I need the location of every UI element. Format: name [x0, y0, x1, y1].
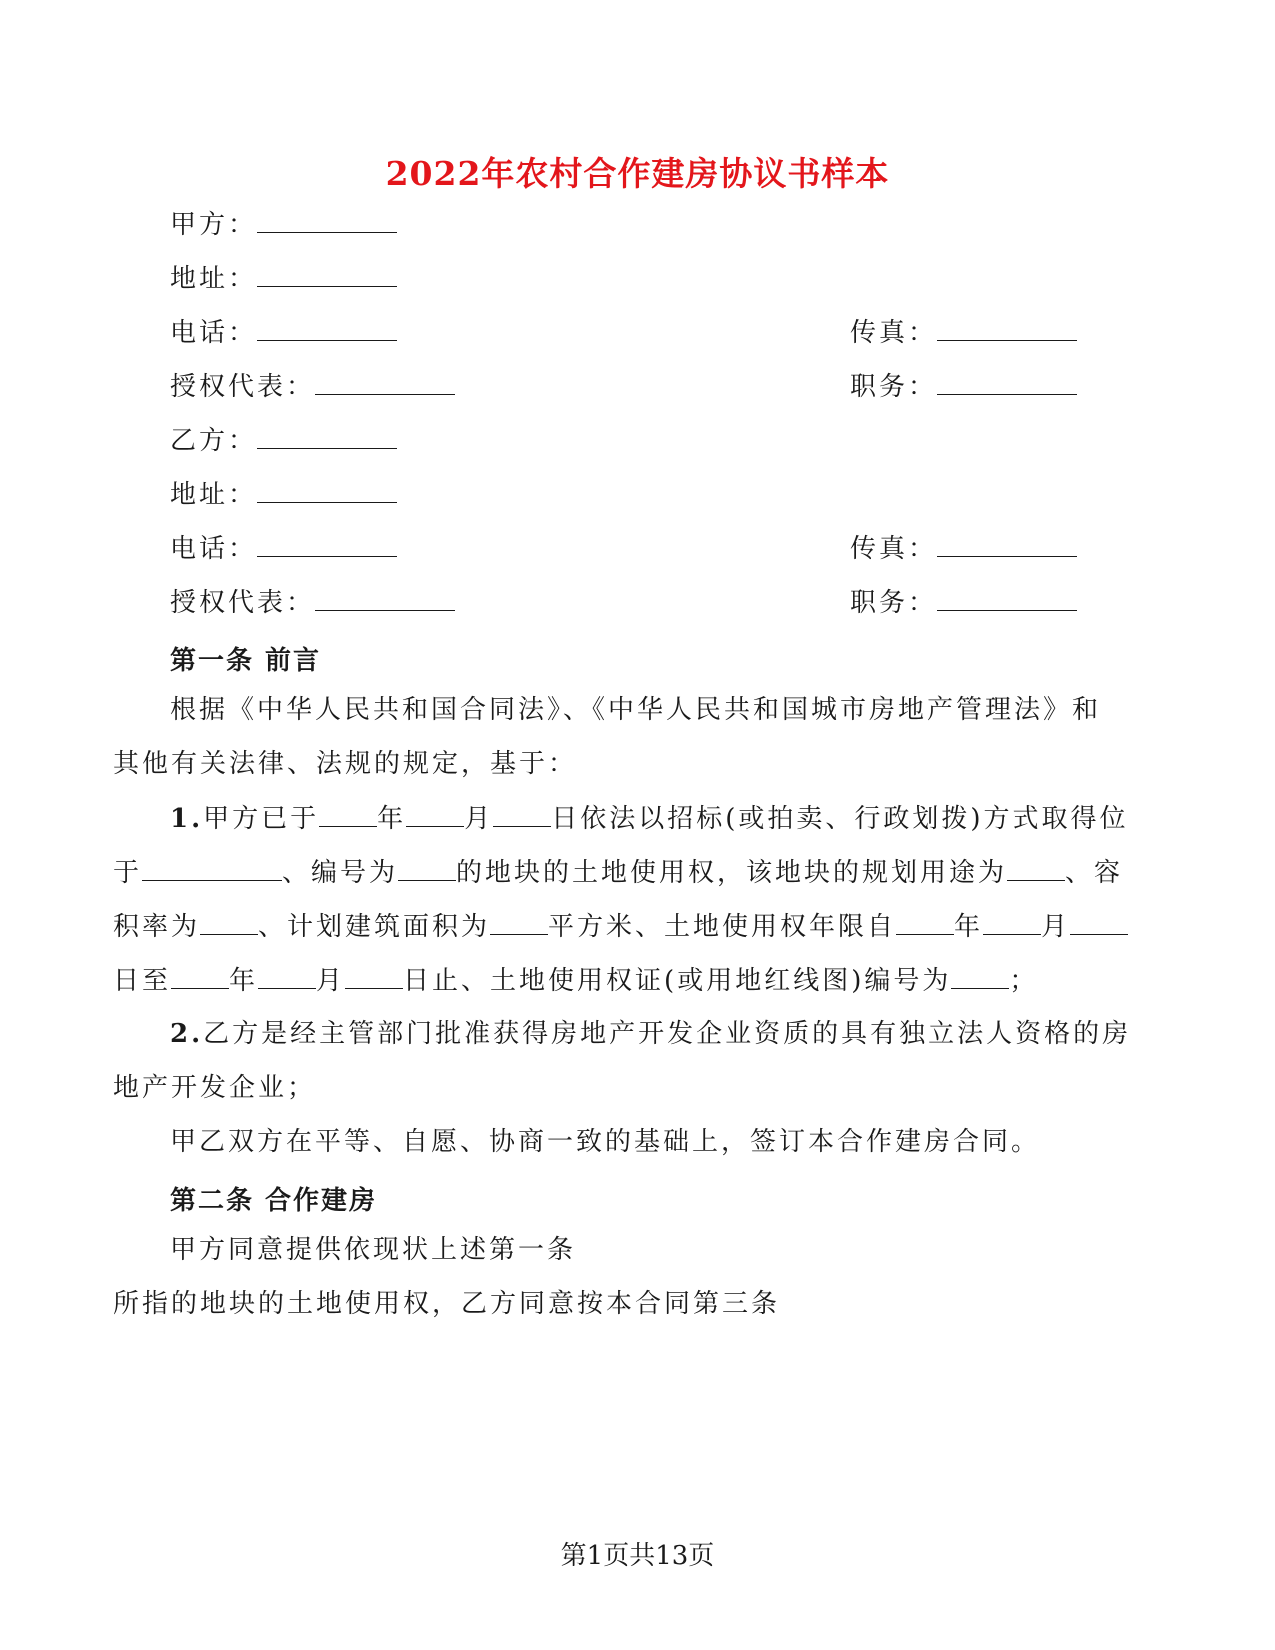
party-b-name-blank[interactable] — [257, 422, 397, 449]
party-b-address-blank[interactable] — [257, 476, 397, 503]
article2-line2: 所指的地块的土地使用权，乙方同意按本合同第三条 — [113, 1289, 781, 1319]
item1-text: 平方米、土地使用权年限自 — [548, 912, 897, 942]
item2-line2: 地产开发企业； — [113, 1073, 317, 1103]
item1-text: 于 — [113, 858, 143, 888]
item1-text: 月 — [1041, 912, 1071, 942]
item1-text: 、容 — [1065, 858, 1124, 888]
party-a-name-blank[interactable] — [257, 206, 397, 233]
article1-intro-line1: 根据《中华人民共和国合同法》、《中华人民共和国城市房地产管理法》和 — [170, 695, 1102, 725]
party-a-fax-row — [850, 314, 1077, 351]
party-b-position-row — [850, 584, 1077, 621]
party-b-fax-row — [850, 530, 1077, 567]
party-b-address-row — [170, 476, 397, 513]
party-a-name-label: 甲方： — [170, 210, 258, 240]
party-a-address-row — [170, 260, 397, 297]
party-a-fax-label: 传真： — [850, 318, 938, 348]
party-a-address-blank[interactable] — [257, 260, 397, 287]
item1-text: 积率为 — [113, 912, 201, 942]
blank-plot-ratio[interactable] — [200, 908, 258, 935]
blank-day[interactable] — [493, 800, 551, 827]
item1-text: 年 — [229, 966, 259, 996]
party-b-rep-blank[interactable] — [315, 584, 455, 611]
item2-text: 乙方是经主管部门批准获得房地产开发企业资质的具有独立法人资格的房 — [203, 1019, 1132, 1049]
item1-text: 甲方已于 — [203, 804, 320, 834]
blank-number[interactable] — [398, 854, 456, 881]
page-footer: 第1页共13页 — [560, 1541, 715, 1571]
party-b-fax-blank[interactable] — [937, 530, 1077, 557]
item2-line1 — [170, 1016, 1131, 1052]
party-b-fax-label: 传真： — [850, 534, 938, 564]
party-a-phone-blank[interactable] — [257, 314, 397, 341]
party-a-position-row — [850, 368, 1077, 405]
party-a-name-row — [170, 206, 397, 243]
article2-heading: 第二条 合作建房 — [170, 1186, 378, 1216]
party-a-rep-blank[interactable] — [315, 368, 455, 395]
party-a-rep-row — [170, 368, 455, 405]
blank-year[interactable] — [319, 800, 377, 827]
party-a-address-label: 地址： — [170, 264, 258, 294]
blank-start-year[interactable] — [896, 908, 954, 935]
party-b-name-row — [170, 422, 397, 459]
party-a-rep-label: 授权代表： — [170, 372, 316, 402]
item1-text: 、编号为 — [282, 858, 399, 888]
article2-line1: 甲方同意提供依现状上述第一条 — [170, 1235, 577, 1265]
item1-text: 日至 — [113, 966, 172, 996]
article1-heading: 第一条 前言 — [170, 646, 322, 676]
page-title: 2022年农村合作建房协议书样本 — [385, 154, 890, 193]
party-b-position-label: 职务： — [850, 588, 938, 618]
party-b-phone-blank[interactable] — [257, 530, 397, 557]
item1-line2 — [113, 854, 1123, 891]
blank-location[interactable] — [142, 854, 282, 881]
blank-end-month[interactable] — [258, 962, 316, 989]
party-b-phone-label: 电话： — [170, 534, 258, 564]
blank-start-day[interactable] — [1070, 908, 1128, 935]
party-b-phone-row — [170, 530, 397, 567]
party-a-fax-blank[interactable] — [937, 314, 1077, 341]
blank-end-year[interactable] — [171, 962, 229, 989]
item1-text: 的地块的土地使用权，该地块的规划用途为 — [456, 858, 1008, 888]
item1-text: 、计划建筑面积为 — [258, 912, 491, 942]
item1-text: 月 — [464, 804, 494, 834]
party-b-position-blank[interactable] — [937, 584, 1077, 611]
item1-text: 月 — [316, 966, 346, 996]
article1-intro-line2: 其他有关法律、法规的规定，基于： — [113, 749, 578, 779]
party-a-phone-label: 电话： — [170, 318, 258, 348]
blank-end-day[interactable] — [345, 962, 403, 989]
party-a-position-label: 职务： — [850, 372, 938, 402]
blank-start-month[interactable] — [983, 908, 1041, 935]
item1-text: 日止、土地使用权证(或用地红线图)编号为 — [403, 966, 952, 996]
item1-line1 — [170, 800, 1129, 837]
party-b-rep-label: 授权代表： — [170, 588, 316, 618]
blank-month[interactable] — [406, 800, 464, 827]
party-b-name-label: 乙方： — [170, 426, 258, 456]
party-a-position-blank[interactable] — [937, 368, 1077, 395]
blank-use[interactable] — [1007, 854, 1065, 881]
item1-text: 年 — [377, 804, 407, 834]
item1-text: 日依法以招标(或拍卖、行政划拨)方式取得位 — [551, 804, 1129, 834]
blank-cert-number[interactable] — [951, 962, 1009, 989]
item1-number: 1. — [170, 804, 204, 834]
article1-closing: 甲乙双方在平等、自愿、协商一致的基础上，签订本合作建房合同。 — [170, 1127, 1041, 1157]
item2-number: 2. — [170, 1019, 204, 1049]
party-b-address-label: 地址： — [170, 480, 258, 510]
blank-area[interactable] — [490, 908, 548, 935]
item1-line3 — [113, 908, 1128, 945]
item1-line4 — [113, 962, 1038, 999]
party-a-phone-row — [170, 314, 397, 351]
item1-text: ； — [1009, 966, 1039, 996]
party-b-rep-row — [170, 584, 455, 621]
item1-text: 年 — [954, 912, 984, 942]
